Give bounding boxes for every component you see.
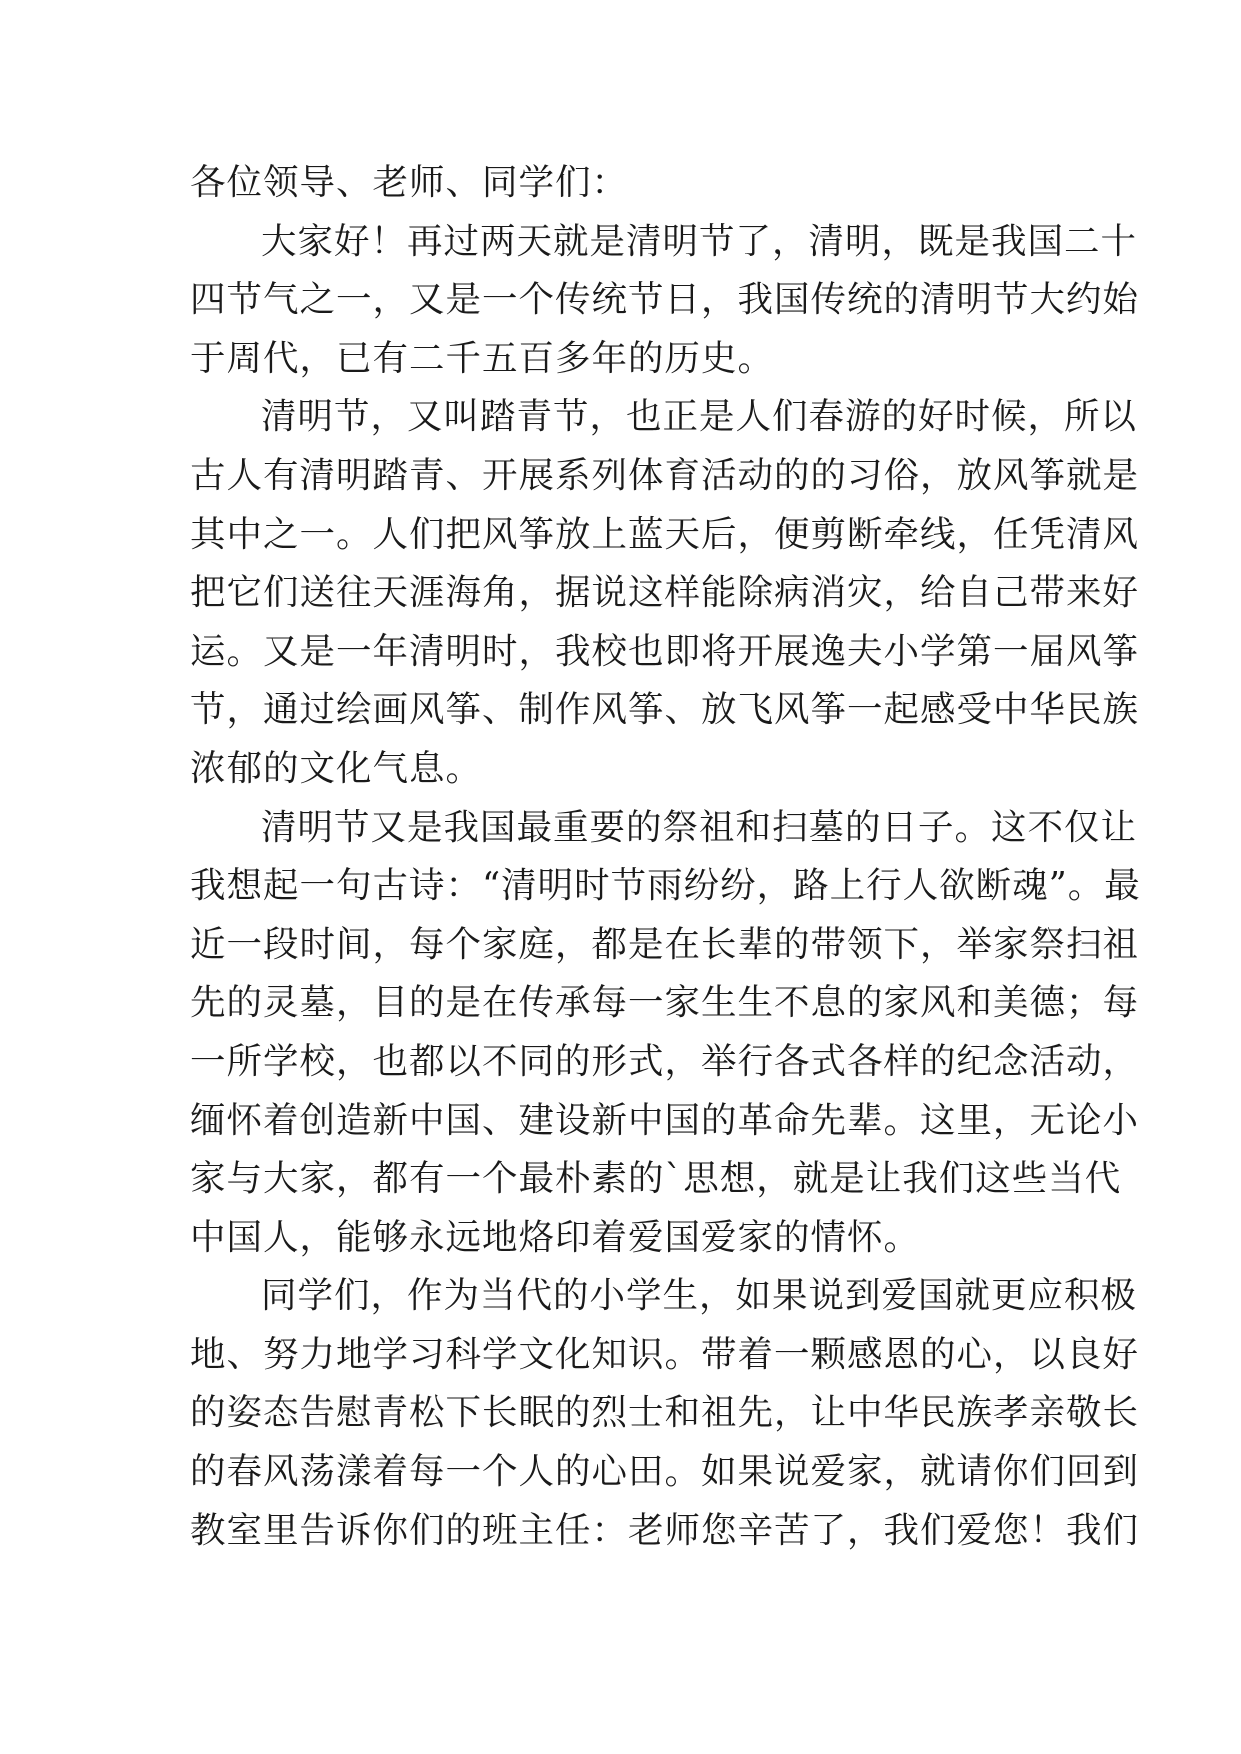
text-line: 于周代，已有二千五百多年的历史。: [190, 337, 775, 379]
speech-text-body: [190, 154, 1141, 1560]
text-line: 一所学校，也都以不同的形式，举行各式各样的纪念活动，: [190, 1040, 1140, 1082]
text-line: 地、努力地学习科学文化知识。带着一颗感恩的心，以良好: [190, 1333, 1140, 1375]
text-line: 的姿态告慰青松下长眠的烈士和祖先，让中华民族孝亲敬长: [190, 1392, 1140, 1434]
text-line: 中国人，能够永远地烙印着爱国爱家的情怀。: [190, 1216, 921, 1258]
text-line: 先的灵墓，目的是在传承每一家生生不息的家风和美德；每: [190, 982, 1140, 1024]
text-line: 我想起一句古诗：“清明时节雨纷纷，路上行人欲断魂”。最: [190, 865, 1141, 907]
text-line: 四节气之一，又是一个传统节日，我国传统的清明节大约始: [190, 279, 1140, 321]
text-line: 家与大家，都有一个最朴素的`思想，就是让我们这些当代: [190, 1158, 1122, 1200]
text-line: 把它们送往天涯海角，据说这样能除病消灾，给自己带来好: [190, 572, 1140, 614]
text-line: 教室里告诉你们的班主任：老师您辛苦了，我们爱您！我们: [190, 1509, 1140, 1551]
text-line: 节，通过绘画风筝、制作风筝、放飞风筝一起感受中华民族: [190, 689, 1140, 731]
text-line: 同学们，作为当代的小学生，如果说到爱国就更应积极: [261, 1275, 1138, 1317]
text-line: 浓郁的文化气息。: [190, 747, 483, 789]
text-line: 近一段时间，每个家庭，都是在长辈的带领下，举家祭扫祖: [190, 923, 1140, 965]
salutation-line: 各位领导、老师、同学们：: [190, 162, 629, 203]
text-line: 古人有清明踏青、开展系列体育活动的的习俗，放风筝就是: [190, 454, 1140, 496]
text-line: 清明节又是我国最重要的祭祖和扫墓的日子。这不仅让: [261, 806, 1138, 848]
text-line: 缅怀着创造新中国、建设新中国的革命先辈。这里，无论小: [190, 1099, 1140, 1141]
text-line: 运。又是一年清明时，我校也即将开展逸夫小学第一届风筝: [190, 630, 1140, 672]
text-line: 大家好！再过两天就是清明节了，清明，既是我国二十: [261, 220, 1138, 262]
text-line: 其中之一。人们把风筝放上蓝天后，便剪断牵线，任凭清风: [190, 513, 1140, 555]
text-line: 的春风荡漾着每一个人的心田。如果说爱家，就请你们回到: [190, 1451, 1140, 1493]
text-line: 清明节，又叫踏青节，也正是人们春游的好时候，所以: [261, 396, 1138, 438]
